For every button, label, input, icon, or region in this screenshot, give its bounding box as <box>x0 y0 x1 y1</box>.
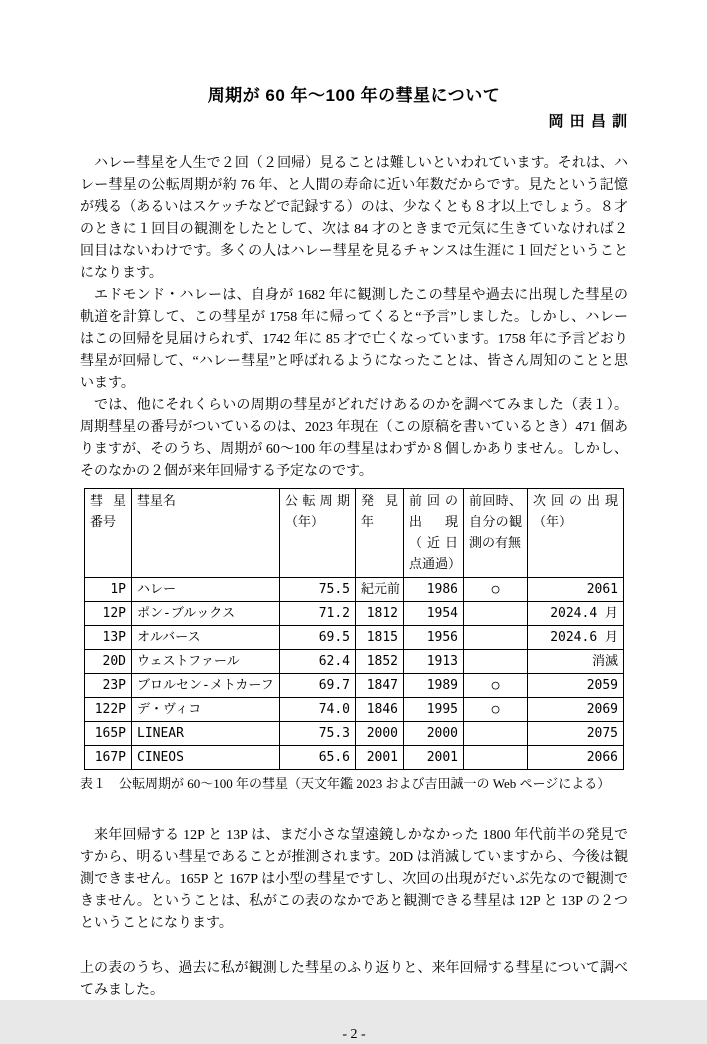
table-row <box>85 650 624 674</box>
body-text <box>80 153 628 483</box>
author-name: 岡 田 昌 訓 <box>548 113 628 130</box>
col-header-next-appearance: 次回の出現（年） <box>528 489 624 578</box>
table-cell: 2001 <box>404 746 464 770</box>
table-cell: ○ <box>464 698 528 722</box>
table-cell: ハレー <box>132 578 280 602</box>
col-header-observed-by-author: 前回時、自分の観測の有無 <box>464 489 528 578</box>
paragraph-returning-comets: 来年回帰する 12P と 13P は、まだ小さな望遠鏡しかなかった 1800 年代前半の発見ですから、明るい彗星であることが推測されます。20D は消滅していますから、今後は観測できません。165P と 167P は小型の彗星ですし、次回の出現がだいぶ先なので観測できません。ということは、私がこの表のなかであと観測できる彗星は 12P と 13P の２つということになります。 <box>80 828 628 931</box>
table-cell: 12P <box>85 602 132 626</box>
paragraph-halley-lifetime: ハレー彗星を人生で２回（２回帰）見ることは難しいといわれています。それは、ハレー彗星の公転周期が約 76 年、と人間の寿命に近い年数だからです。見たという記憶が残る（あるいはスケッチなどで記録する）のは、少なくとも８才以上でしょう。８才のときに１回目の観測をしたとして、次は 84 才のときまで元気に生きていなければ２回目はないわけです。多くの人はハレー彗星を見るチャンスは生涯に１回だということになります。 <box>80 156 628 281</box>
table-cell: 1954 <box>404 602 464 626</box>
table-cell: 20D <box>85 650 132 674</box>
table-cell: 1913 <box>404 650 464 674</box>
col-header-comet-number: 彗星番号 <box>85 489 132 578</box>
table-cell: 69.5 <box>280 626 356 650</box>
table-cell: 2061 <box>528 578 624 602</box>
table-cell: 122P <box>85 698 132 722</box>
table-row <box>85 746 624 770</box>
table-cell: ポン-ブルックス <box>132 602 280 626</box>
table-cell: 1986 <box>404 578 464 602</box>
table-cell <box>464 722 528 746</box>
table-cell: 1847 <box>356 674 404 698</box>
table-cell: 2069 <box>528 698 624 722</box>
comet-table <box>84 488 624 770</box>
table-cell: 69.7 <box>280 674 356 698</box>
table-cell: 1846 <box>356 698 404 722</box>
col-header-previous-appearance: 前回の出現（近日点通過） <box>404 489 464 578</box>
table-cell: 75.3 <box>280 722 356 746</box>
table-row <box>85 602 624 626</box>
table-cell: ブロルセン-メトカーフ <box>132 674 280 698</box>
table-cell: 紀元前 <box>356 578 404 602</box>
col-header-orbital-period: 公転周期（年） <box>280 489 356 578</box>
table-cell: 1956 <box>404 626 464 650</box>
paragraph-edmond-halley: エドモンド・ハレーは、自身が 1682 年に観測したこの彗星や過去に出現した彗星の軌道を計算して、この彗星が 1758 年に帰ってくると“予言”しました。しかし、ハレーはこの回帰を見届けられず、1742 年に 85 才で亡くなっています。1758 年に予言どおり彗星が回帰して、“ハレー彗星”と呼ばれるようになったことは、皆さん周知のことと思います。 <box>80 288 628 391</box>
page-title: 周期が 60 年～100 年の彗星について <box>207 86 501 105</box>
after-table-text <box>80 825 628 1002</box>
table-cell: 1995 <box>404 698 464 722</box>
page-number: - 2 - <box>342 1027 366 1042</box>
table-cell: 2024.6 月 <box>528 626 624 650</box>
table-cell: ○ <box>464 578 528 602</box>
table-cell: 71.2 <box>280 602 356 626</box>
table-cell: LINEAR <box>132 722 280 746</box>
table-cell: 75.5 <box>280 578 356 602</box>
table-cell <box>464 746 528 770</box>
table-cell: 1989 <box>404 674 464 698</box>
table-header-row <box>85 489 624 578</box>
table-cell: 2066 <box>528 746 624 770</box>
table-cell <box>464 602 528 626</box>
table-cell <box>464 626 528 650</box>
table-cell: 62.4 <box>280 650 356 674</box>
table-row <box>85 674 624 698</box>
table-cell: ○ <box>464 674 528 698</box>
table-cell: 2075 <box>528 722 624 746</box>
table-cell: 1815 <box>356 626 404 650</box>
table-row <box>85 698 624 722</box>
table-cell: 2024.4 月 <box>528 602 624 626</box>
table-cell: 2059 <box>528 674 624 698</box>
table-row <box>85 578 624 602</box>
table-cell: 1P <box>85 578 132 602</box>
table-cell: 2000 <box>404 722 464 746</box>
table-row <box>85 722 624 746</box>
comet-table-body <box>85 578 624 770</box>
table-cell: 1852 <box>356 650 404 674</box>
table-cell: オルバース <box>132 626 280 650</box>
table-cell: CINEOS <box>132 746 280 770</box>
table-cell: 2000 <box>356 722 404 746</box>
col-header-discovery-year: 発見年 <box>356 489 404 578</box>
table-cell: 13P <box>85 626 132 650</box>
col-header-comet-name: 彗星名 <box>132 489 280 578</box>
table-cell: 2001 <box>356 746 404 770</box>
table-cell: デ・ヴィコ <box>132 698 280 722</box>
table-caption: 表１ 公転周期が 60～100 年の彗星（天文年鑑 2023 および吉田誠一の Web ページによる） <box>80 776 611 791</box>
table-cell: 74.0 <box>280 698 356 722</box>
table-row <box>85 626 624 650</box>
table-cell: 23P <box>85 674 132 698</box>
table-cell: 165P <box>85 722 132 746</box>
table-cell: ウェストファール <box>132 650 280 674</box>
table-cell: 1812 <box>356 602 404 626</box>
table-cell: 65.6 <box>280 746 356 770</box>
paragraph-lookback-intro: 上の表のうち、過去に私が観測した彗星のふり返りと、来年回帰する彗星について調べてみました。 <box>80 961 628 998</box>
table-cell <box>464 650 528 674</box>
table-cell: 消滅 <box>528 650 624 674</box>
paragraph-period-survey: では、他にそれくらいの周期の彗星がどれだけあるのかを調べてみました（表１）。周期彗星の番号がついているのは、2023 年現在（この原稿を書いているとき）471 個ありますが、そのうち、周期が 60～100 年の彗星はわずか８個しかありません。しかし、そのなかの２個が来年回帰する予定なのです。 <box>80 398 628 479</box>
table-cell: 167P <box>85 746 132 770</box>
